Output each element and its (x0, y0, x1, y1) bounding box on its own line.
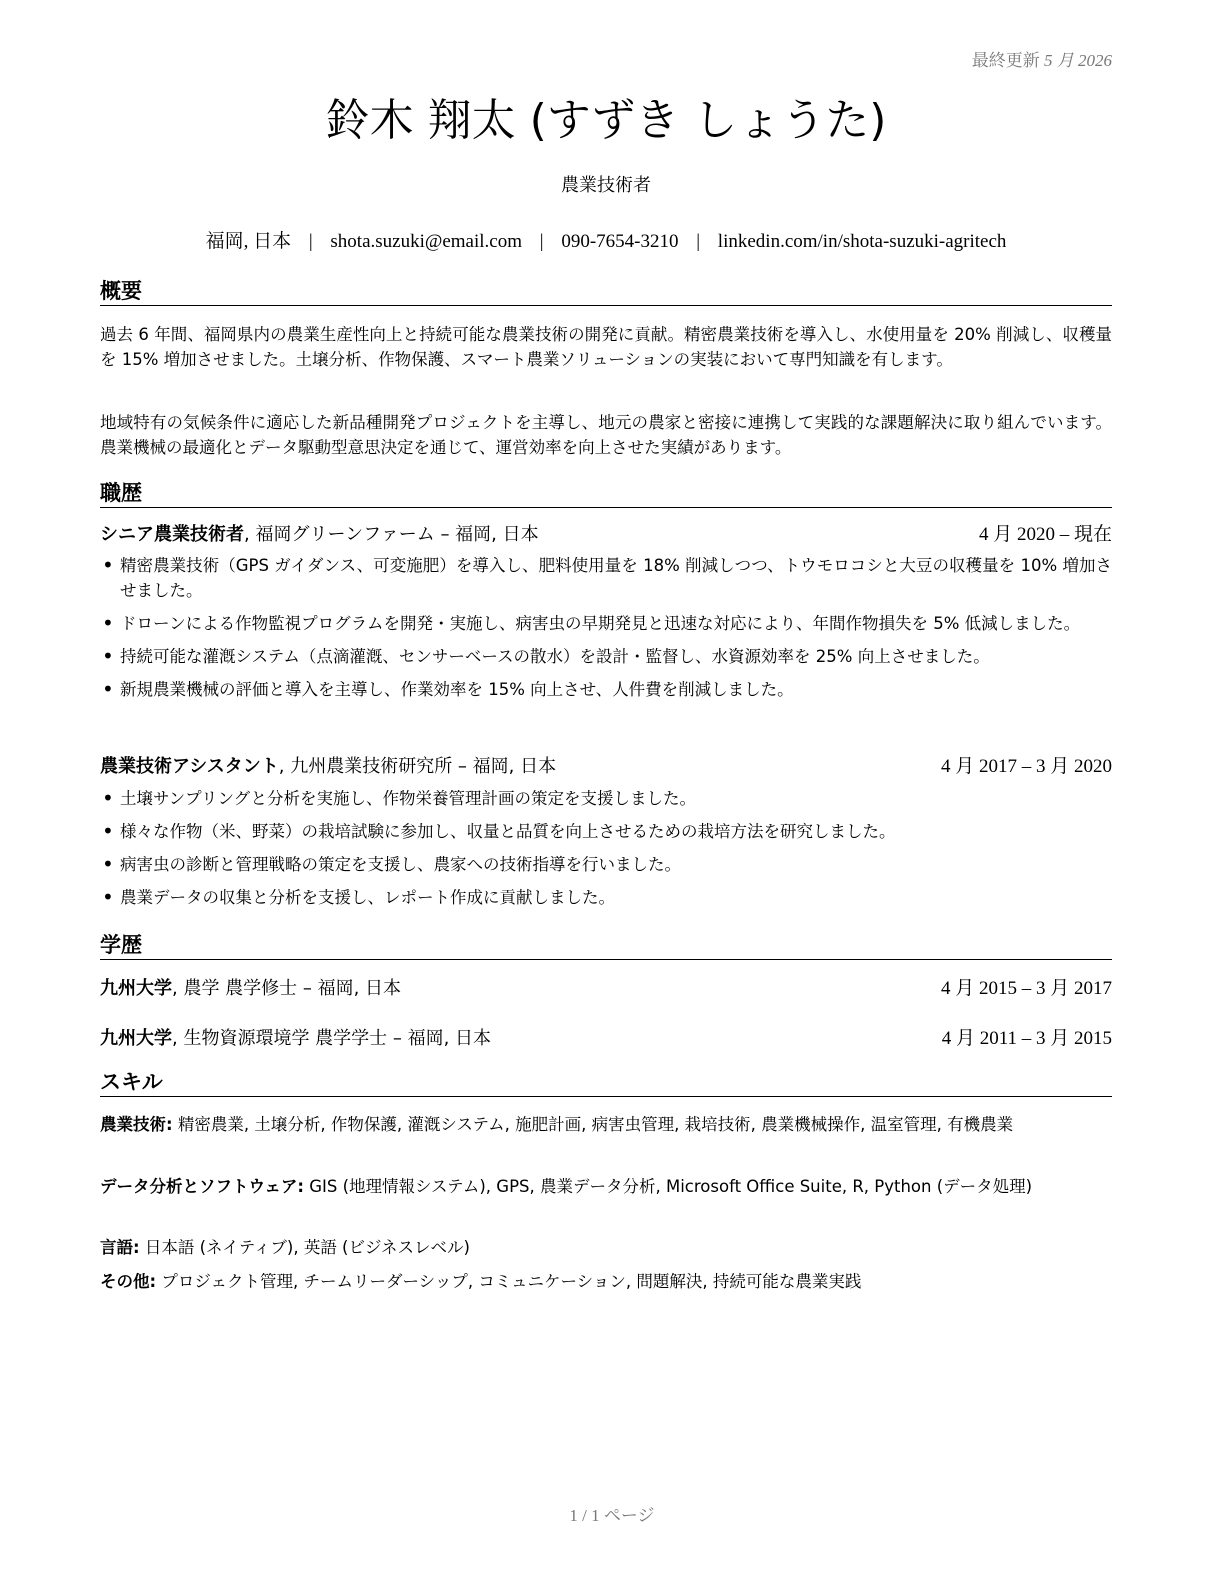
list-item: • 土壌サンプリングと分析を実施し、作物栄養管理計画の策定を支援しました。 (100, 786, 1112, 811)
summary-paragraph-1: 過去 6 年間、福岡県内の農業生産性向上と持続可能な農業技術の開発に貢献。精密農業技術を導入し、水使用量を 20% 削減し、収穫量を 15% 増加させました。土壌分析、作物保護、スマート農業ソリューションの実装において専門知識を有します。 (100, 325, 1112, 369)
skill-row (100, 1235, 1112, 1260)
job-bullets (100, 553, 1112, 710)
contact-separator: | (308, 231, 313, 252)
contact-location: 福岡, 日本 (205, 231, 292, 252)
section-title-education: 学歴 (100, 932, 1112, 960)
education-date: 4 月 2011 – 3 月 2015 (941, 1028, 1112, 1049)
skill-value: GIS (地理情報システム), GPS, 農業データ分析, Microsoft Office Suite, R, Python (データ処理) (303, 1177, 1033, 1196)
list-item: • 精密農業技術（GPS ガイダンス、可変施肥）を導入し、肥料使用量を 18% 削減しつつ、トウモロコシと大豆の収穫量を 10% 増加させました。 (100, 553, 1112, 603)
skill-row (100, 1112, 1112, 1137)
summary-paragraph-2: 地域特有の気候条件に適応した新品種開発プロジェクトを主導し、地元の農家と密接に連携して実践的な課題解決に取り組んでいます。農業機械の最適化とデータ駆動型意思決定を通じて、運営効率を向上させた実績があります。 (100, 413, 1112, 457)
degree-detail: , 農学 農学修士 – 福岡, 日本 (172, 978, 402, 999)
school-name: 九州大学 (100, 978, 172, 999)
job-header (100, 755, 1112, 779)
education-item (100, 977, 1112, 1001)
list-item: • 新規農業機械の評価と導入を主導し、作業効率を 15% 向上させ、人件費を削減しました。 (100, 677, 1112, 702)
skill-key: 農業技術: (100, 1115, 173, 1134)
job-header (100, 523, 1112, 547)
contact-separator: | (539, 231, 544, 252)
job-title: シニア農業技術者 (100, 524, 244, 545)
list-item: • ドローンによる作物監視プログラムを開発・実施し、病害虫の早期発見と迅速な対応により、年間作物損失を 5% 低減しました。 (100, 611, 1112, 636)
section-title-summary: 概要 (100, 278, 1112, 306)
education-item (100, 1027, 1112, 1051)
person-name: 鈴木 翔太 (すずき しょうた) (325, 95, 887, 146)
job-bullets (100, 786, 1112, 918)
skill-value: 精密農業, 土壌分析, 作物保護, 灌漑システム, 施肥計画, 病害虫管理, 栽培技術, 農業機械操作, 温室管理, 有機農業 (172, 1115, 1014, 1134)
job-org: , 福岡グリーンファーム – 福岡, 日本 (244, 524, 539, 545)
section-title-experience: 職歴 (100, 480, 1112, 508)
job-org: , 九州農業技術研究所 – 福岡, 日本 (278, 756, 557, 777)
skill-key: その他: (100, 1272, 157, 1291)
skill-key: 言語: (100, 1238, 140, 1257)
education-date: 4 月 2015 – 3 月 2017 (940, 978, 1112, 999)
contact-email[interactable]: shota.suzuki@email.com (330, 231, 523, 252)
list-item: • 病害虫の診断と管理戦略の策定を支援し、農家への技術指導を行いました。 (100, 852, 1112, 877)
section-title-skills: スキル (100, 1069, 1112, 1097)
skill-value: プロジェクト管理, チームリーダーシップ, コミュニケーション, 問題解決, 持続可能な農業実践 (156, 1272, 862, 1291)
skill-value: 日本語 (ネイティブ), 英語 (ビジネスレベル) (139, 1238, 470, 1257)
page-number: 1 / 1 ページ (569, 1506, 655, 1525)
degree-detail: , 生物資源環境学 農学学士 – 福岡, 日本 (172, 1028, 492, 1049)
job-title: 農業技術アシスタント (100, 756, 279, 777)
school-name: 九州大学 (100, 1028, 172, 1049)
contact-separator: | (696, 231, 701, 252)
skill-row (100, 1269, 1112, 1294)
job-date: 4 月 2017 – 3 月 2020 (940, 756, 1112, 777)
list-item: • 農業データの収集と分析を支援し、レポート作成に貢献しました。 (100, 885, 1112, 910)
skill-row (100, 1174, 1112, 1199)
contact-phone: 090-7654-3210 (561, 231, 679, 252)
list-item: • 持続可能な灌漑システム（点滴灌漑、センサーベースの散水）を設計・監督し、水資源効率を 25% 向上させました。 (100, 644, 1112, 669)
skill-key: データ分析とソフトウェア: (100, 1177, 304, 1196)
contact-linkedin[interactable]: linkedin.com/in/shota-suzuki-agritech (717, 231, 1007, 252)
job-date: 4 月 2020 – 現在 (978, 524, 1112, 545)
list-item: • 様々な作物（米、野菜）の栽培試験に参加し、収量と品質を向上させるための栽培方法を研究しました。 (100, 819, 1112, 844)
contact-line (100, 226, 1112, 253)
job-role: 農業技術者 (561, 175, 651, 196)
last-updated: 最終更新 5 月 2026 (971, 51, 1112, 70)
